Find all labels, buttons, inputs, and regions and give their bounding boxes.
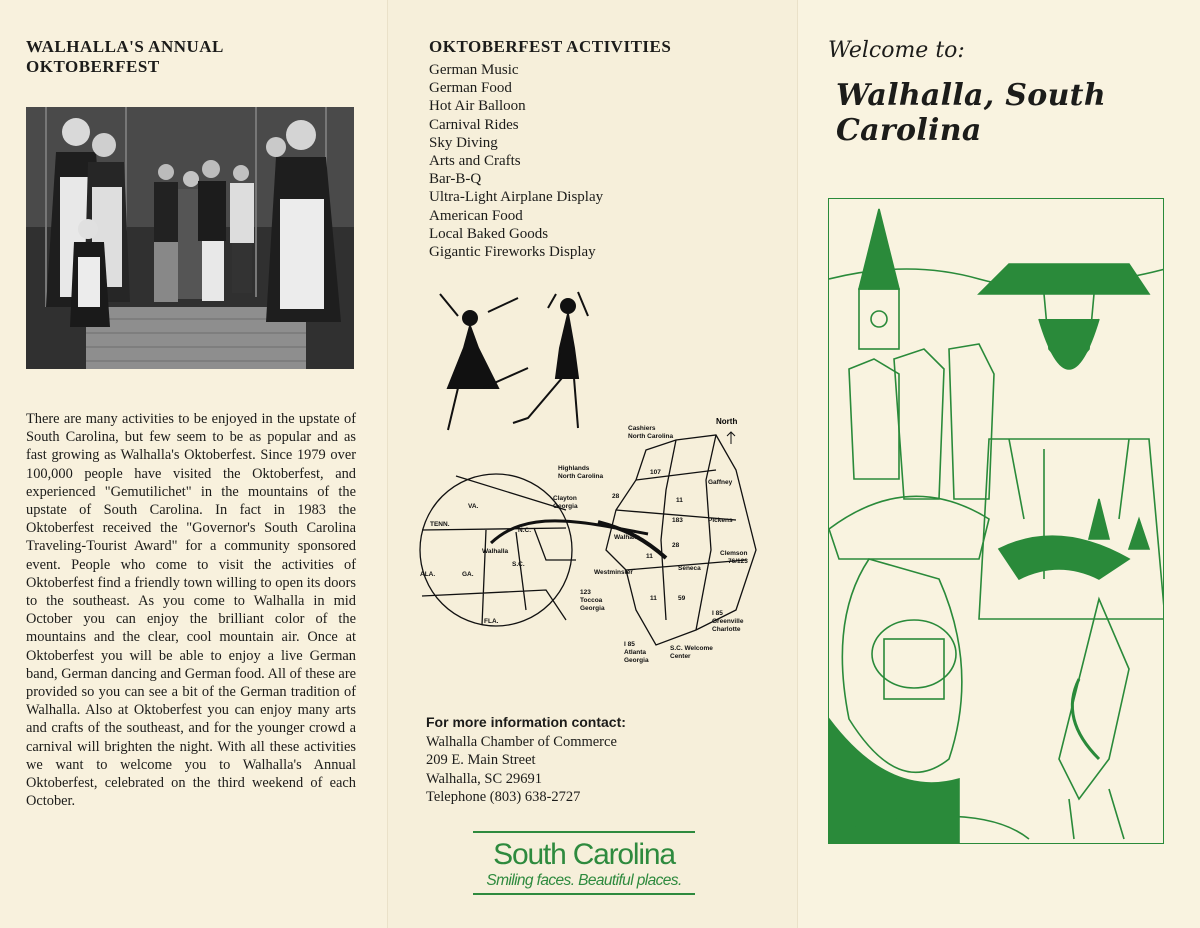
map-label: FLA. [484, 618, 499, 625]
route-label: 28 [672, 542, 680, 549]
north-label: North [716, 417, 738, 426]
map-label: Clayton [553, 495, 577, 502]
map-label: Cashiers [628, 425, 656, 432]
map-label: Pickens [708, 517, 733, 524]
map-label: I 85 [712, 610, 723, 617]
area-map [416, 410, 776, 680]
map-label: Walhalla [614, 534, 641, 541]
contact-heading: For more information contact: [426, 714, 626, 730]
route-label: 59 [678, 595, 686, 602]
town-title: Walhalla, South Carolina [836, 78, 1106, 148]
welcome-text: Welcome to: [828, 38, 965, 63]
oktoberfest-illustration [828, 198, 1164, 844]
route-label: 11 [650, 595, 657, 602]
route-label: 11 [646, 553, 653, 560]
map-label: 123 [580, 589, 591, 596]
map-label: Seneca [678, 565, 701, 572]
contact-street: 209 E. Main Street [426, 752, 536, 769]
route-label: 28 [612, 493, 620, 500]
list-item: Hot Air Balloon [429, 98, 526, 115]
map-label: North Carolina [558, 473, 604, 480]
map-label: Charlotte [712, 626, 741, 633]
activities-title: OKTOBERFEST ACTIVITIES [429, 37, 672, 56]
oktoberfest-title: WALHALLA'S ANNUAL OKTOBERFEST [26, 37, 223, 76]
oktoberfest-description: There are many activities to be enjoyed in the upstate of South Carolina, but few seem to be as popular and as fast growing as Walhalla's Oktoberfest. Since 1979 over 100,000 people have visited the Oktoberfest, and experienced "Gemutilichet" in the mountains of the upstate of South Carolina. In fact in 1983 the Oktoberfest received the "Governor's South Carolina Traveling-Tourist Award" for a community sponsored event. People who come to visit the activities of Oktoberfest find a friendly town willing to open its doors to the southeast. As you come to Walhalla in mid October you can enjoy the brilliant color of the mountains and the clear, cool mountain air. Once at Oktoberfest you will be able to enjoy a live German band, German dancing and German food. All of these are provided so you can see a bit of the German tradition of Walhalla. Also at Oktoberfest you can enjoy many arts and crafts of the southeast, and for the younger crowd a carnival will brighten the night. With all these activities we want to welcome you to Walhalla's Annual Oktoberfest, celebrated on the third weekend of each October. [26, 411, 356, 810]
map-label: Clemson [720, 550, 748, 557]
list-item: Arts and Crafts [429, 153, 521, 170]
map-label: Atlanta [624, 649, 647, 656]
list-item: German Music [429, 62, 519, 78]
map-label: Center [670, 653, 691, 660]
contact-org: Walhalla Chamber of Commerce [426, 734, 617, 751]
route-label: 183 [672, 517, 683, 524]
list-item: Carnival Rides [429, 116, 519, 133]
route-label: 11 [676, 497, 683, 504]
list-item: Bar-B-Q [429, 171, 482, 188]
contact-phone: Telephone (803) 638-2727 [426, 788, 581, 805]
map-label: Georgia [624, 657, 649, 664]
map-label: Georgia [553, 503, 578, 510]
route-label: 107 [650, 469, 661, 476]
contact-city: Walhalla, SC 29691 [426, 770, 543, 787]
logo-line2: Smiling faces. Beautiful places. [486, 872, 682, 889]
map-label: GA. [462, 571, 474, 578]
map-label: Greenville [712, 618, 744, 625]
map-label: VA. [468, 503, 479, 510]
right-panel [798, 0, 1200, 928]
map-label: Highlands [558, 465, 590, 472]
logo-line1: South Carolina [493, 838, 675, 871]
map-label: N.C. [518, 527, 531, 534]
left-panel [0, 0, 388, 928]
list-item: Gigantic Fireworks Display [429, 244, 596, 261]
map-label: Walhalla [482, 548, 509, 555]
map-label: North Carolina [628, 433, 674, 440]
map-label: I 85 [624, 641, 635, 648]
list-item: Local Baked Goods [429, 225, 549, 242]
map-label: Toccoa [580, 597, 603, 604]
contact-block [426, 713, 626, 806]
map-label: ALA. [420, 571, 436, 578]
map-label: S.C. [512, 561, 525, 568]
south-carolina-logo [473, 831, 695, 895]
list-item: American Food [429, 207, 523, 224]
middle-panel [388, 0, 798, 928]
list-item: Ultra-Light Airplane Display [429, 189, 604, 206]
list-item: German Food [429, 80, 512, 97]
map-label: TENN. [430, 521, 450, 528]
map-label: Georgia [580, 605, 605, 612]
activities-list [429, 61, 603, 261]
map-label: 76/123 [728, 558, 748, 565]
map-label: S.C. Welcome [670, 645, 713, 652]
map-label: Gaffney [708, 479, 733, 486]
list-item: Sky Diving [429, 134, 498, 151]
map-label: Westminster [594, 569, 633, 576]
dancers-photo [26, 107, 354, 369]
